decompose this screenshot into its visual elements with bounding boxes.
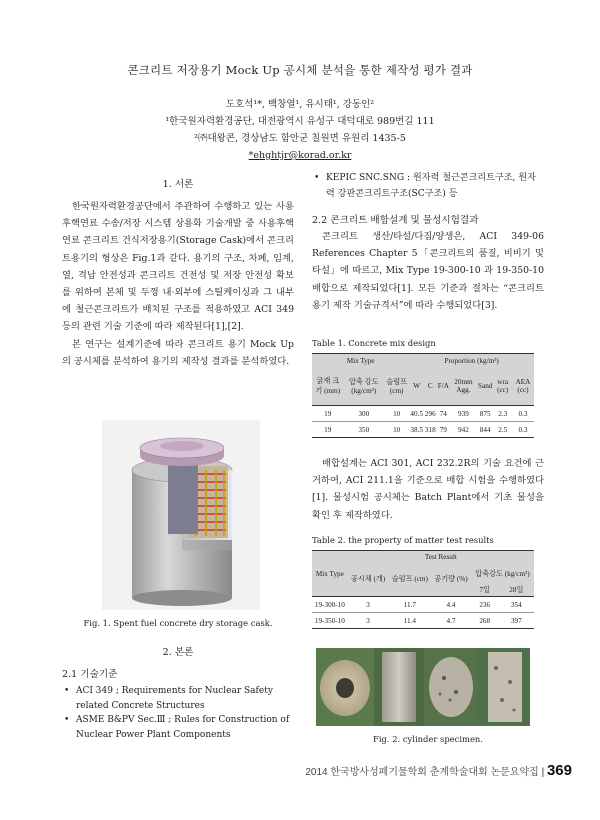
- test-paragraph: [312, 455, 544, 524]
- table-1-caption: Table 1. Concrete mix design: [312, 338, 436, 348]
- cell: 2.5: [498, 425, 508, 434]
- authors: 도호석¹*, 백창열¹, 유시태¹, 강동인²: [225, 99, 375, 110]
- mix-paragraph: [312, 228, 544, 314]
- cell: 2.3: [498, 409, 508, 418]
- cell: 350: [358, 425, 370, 434]
- th-col: 굵재 크기 (mm): [312, 368, 344, 406]
- cell: 74: [439, 409, 447, 418]
- table-1-mix-design: [312, 353, 534, 438]
- kepic-list: [312, 170, 544, 202]
- intro-heading: 1. 서론: [162, 179, 194, 190]
- th-col: 압축 강도 (kg/cm²): [344, 368, 384, 406]
- th-col: 20mm Agg.: [450, 368, 477, 406]
- cell: 10: [393, 409, 401, 418]
- cell: 318: [424, 425, 436, 434]
- cell: 79: [439, 425, 447, 434]
- th-mix-type: Mix Type: [312, 354, 409, 368]
- table-row: [312, 597, 534, 613]
- cell: 19-350-10: [314, 616, 345, 625]
- intro-section: [62, 198, 294, 370]
- th-col: F/A: [437, 368, 450, 406]
- figure-2-caption: Fig. 2. cylinder specimen.: [373, 734, 483, 744]
- body-heading: 2. 본론: [162, 647, 194, 658]
- cell: 0.3: [518, 409, 528, 418]
- cell: 0.3: [518, 425, 528, 434]
- cell: 11.7: [403, 600, 416, 609]
- table-2-caption: Table 2. the property of matter test results: [312, 535, 494, 545]
- cell: 40.5: [410, 409, 423, 418]
- subsection-2-1: 2.1 기술기준: [62, 669, 118, 680]
- cell: 3: [366, 600, 370, 609]
- table-row: [312, 422, 534, 438]
- th-air: 공기량 (%): [431, 563, 471, 597]
- page-number: 369: [546, 762, 572, 779]
- cell: 354: [510, 600, 522, 609]
- email[interactable]: *ehghtjr@korad.or.kr: [248, 150, 352, 161]
- cell: 939: [458, 409, 469, 418]
- th-7day: 7일: [471, 585, 499, 597]
- table-row: [312, 613, 534, 629]
- list-item: • ASME B&PV Sec.Ⅲ ; Rules for Construction of Nuclear Power Plant Components: [62, 713, 294, 742]
- th-slump: 슬럼프 (cm): [388, 563, 431, 597]
- th-col: AEA (cc): [512, 368, 534, 406]
- intro-paragraph-1: 한국원자력환경공단에서 주관하여 수행하고 있는 사용후핵연료 수송/저장 시스템 상용화 기술개발 중 사용후핵연료 콘크리트 건식저장용기(Storage Cask)에서 콘크리트용기의 형상은 Fig.1과 같다. 용기의 구조, 차폐, 임계, 열, 격납 안전성과 콘크리트 건전성 및 저장 안전성 확보를 위하여 본체 및 두껑 내·외부에 스틸케이싱과 그 내부에 철근콘크리트가 배치된 구조를 적용하였고 ACI 349 등의 관련 기술 기준에 따라 제작된다[1],[2].: [62, 201, 294, 333]
- figure-2-specimens: [316, 648, 530, 726]
- affiliation-1: ¹한국원자력환경공단, 대전광역시 유성구 대덕대로 989번길 111: [165, 116, 435, 127]
- th-28day: 28일: [499, 585, 534, 597]
- author-block: [0, 96, 600, 164]
- cell: 38.5: [410, 425, 423, 434]
- cell: 942: [458, 425, 469, 434]
- cell: 296: [424, 409, 436, 418]
- list-item: • KEPIC SNC.SNG : 원자력 철근콘크리트구조, 원자력 강판콘크리트구조(SC구조) 등: [312, 170, 544, 202]
- figure-1-caption: Fig. 1. Spent fuel concrete dry storage cask.: [83, 618, 273, 628]
- cell: 844: [479, 425, 491, 434]
- footer-text: 2014 한국방사성폐기물학회 춘계학술대회 논문요약집: [305, 767, 539, 778]
- cask-illustration: [102, 420, 260, 610]
- th-col: C: [424, 368, 437, 406]
- cell: 875: [479, 409, 491, 418]
- table-2-test-results: [312, 550, 534, 629]
- th-strength: 압축강도 (kg/cm²): [471, 563, 534, 585]
- subsection-2-2: 2.2 콘크리트 배합설계 및 물성시험결과: [312, 215, 479, 226]
- figure-1-cask: [102, 420, 260, 610]
- cell: 4.4: [446, 600, 456, 609]
- th-col: W: [409, 368, 424, 406]
- cell: 10: [393, 425, 401, 434]
- cell: 11.4: [403, 616, 416, 625]
- cell: 19-300-10: [314, 600, 345, 609]
- mix-paragraph-text: 콘크리트 생산/타설/다짐/양생은, ACI 349-06 References Chapter 5「콘크리트의 품질, 비비기 및 타설」에 따르고, Mix Type 19-300-10 과 19-350-10 배합으로 제작되었다[1]. 모든 기준과 절차는 “콘크리트 용기 제작 기술규격서”에 따라 수행되었다[3].: [312, 231, 544, 311]
- cell: 19: [324, 409, 332, 418]
- intro-paragraph-2: 본 연구는 설계기준에 따라 콘크리트 용기 Mock Up의 공시체를 분석하여 용기의 제작성 결과를 분석하였다.: [62, 338, 294, 367]
- affiliation-2: ²㈜대왕콘, 경상남도 함안군 칠원면 유원리 1435-5: [194, 133, 406, 144]
- th-specimen: 공시체 (개): [348, 563, 389, 597]
- cell: 397: [510, 616, 522, 625]
- cylinder-photos: [316, 648, 530, 726]
- cell: 19: [324, 425, 332, 434]
- cell: 268: [479, 616, 491, 625]
- test-paragraph-text: 배합설계는 ACI 301, ACI 232.2R의 기술 요건에 근거하여, ACI 211.1을 기준으로 배합 시험을 수행하였다[1]. 물성시험 공시체는 Batch Plant에서 기초 물성을 확인 후 제작하였다.: [312, 458, 544, 521]
- th-proportion: Proportion (kg/m³): [409, 354, 534, 368]
- page-footer: 2014 한국방사성폐기물학회 춘계학술대회 논문요약집 | 369: [305, 762, 572, 779]
- cell: 300: [358, 409, 370, 418]
- th-test-result: Test Result: [348, 551, 534, 563]
- th-col: wra (cc): [493, 368, 512, 406]
- table-row: [312, 406, 534, 422]
- th-mix-type: Mix Type: [312, 551, 348, 597]
- list-item: • ACI 349 ; Requirements for Nuclear Safety related Concrete Structures: [62, 684, 294, 713]
- cell: 4.7: [446, 616, 456, 625]
- standards-list: [62, 684, 294, 742]
- cell: 236: [479, 600, 491, 609]
- th-col: 슬럼프 (cm): [384, 368, 409, 406]
- paper-title: 콘크리트 저장용기 Mock Up 공시체 분석을 통한 제작성 평가 결과: [127, 63, 473, 77]
- th-col: Sand: [477, 368, 493, 406]
- cell: 3: [366, 616, 370, 625]
